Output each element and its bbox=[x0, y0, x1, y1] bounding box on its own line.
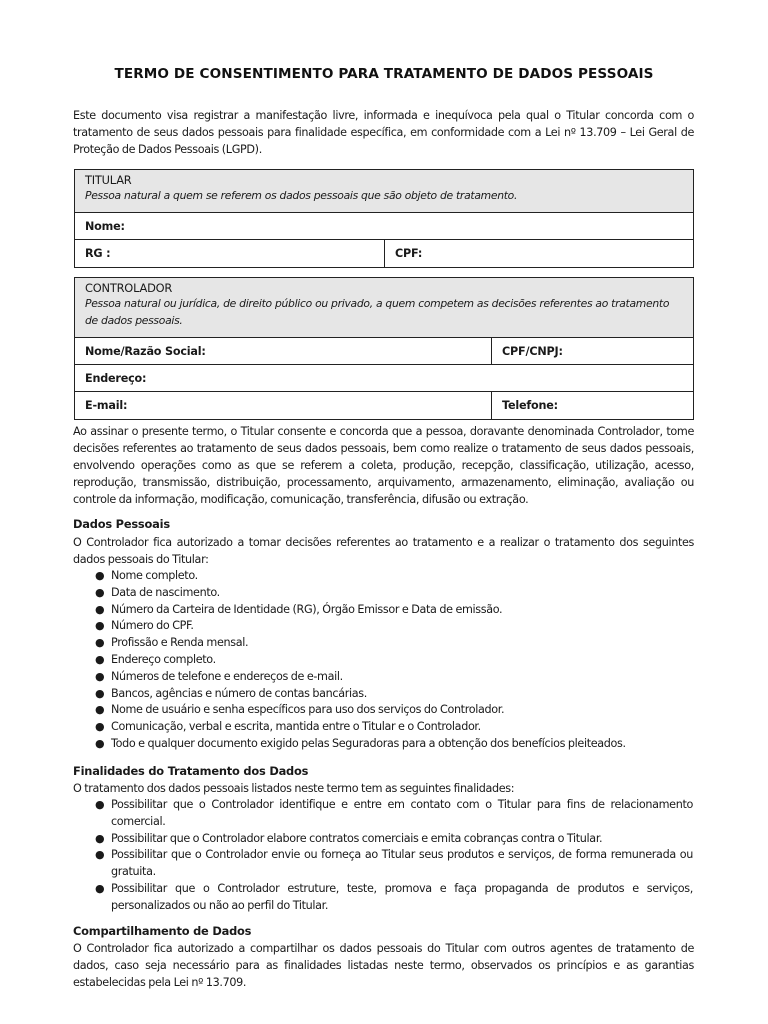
controlador-heading: CONTROLADOR bbox=[85, 281, 173, 295]
list-item: ● Profissão e Renda mensal. bbox=[93, 635, 693, 652]
titular-nome-field[interactable] bbox=[75, 213, 693, 239]
bullet-icon: ● bbox=[95, 848, 105, 862]
titular-heading: TITULAR bbox=[85, 173, 132, 187]
titular-header bbox=[75, 170, 693, 213]
bullet-icon: ● bbox=[95, 569, 105, 582]
document-title: TERMO DE CONSENTIMENTO PARA TRATAMENTO DE DADOS PESSOAIS bbox=[114, 66, 654, 82]
bullet-icon: ● bbox=[95, 831, 105, 845]
controlador-endereco-label: Endereço: bbox=[85, 371, 147, 385]
bullet-icon: ● bbox=[95, 636, 105, 650]
finalidades-heading: Finalidades do Tratamento dos Dados bbox=[73, 764, 309, 778]
titular-description: Pessoa natural a quem se referem os dados pessoais que são objeto de tratamento. bbox=[85, 189, 518, 202]
dados-pessoais-heading: Dados Pessoais bbox=[73, 517, 170, 531]
titular-rg-field[interactable] bbox=[75, 240, 384, 267]
list-item: ● Possibilitar que o Controlador estruture, teste, promova e faça propaganda de produtos e serviços, personalizados ou não ao perfil do Titular. bbox=[95, 881, 693, 912]
bullet-icon: ● bbox=[95, 602, 105, 616]
list-item: ● Possibilitar que o Controlador identifique e entre em contato com o Titular para fins de relacionamento comercial. bbox=[95, 798, 693, 828]
list-item: ● Número da Carteira de Identidade (RG), Órgão Emissor e Data de emissão. bbox=[93, 602, 693, 619]
list-item: ● Todo e qualquer documento exigido pelas Seguradoras para a obtenção dos benefícios pleiteados. bbox=[93, 736, 693, 753]
controlador-email-label: E-mail: bbox=[85, 399, 128, 412]
bullet-icon: ● bbox=[95, 686, 105, 700]
list-item: ● Possibilitar que o Controlador elabore contratos comerciais e emita cobranças contra o Titular. bbox=[93, 831, 693, 848]
controlador-endereco-row bbox=[75, 365, 693, 392]
list-item: ● Nome de usuário e senha específicos para uso dos serviços do Controlador. bbox=[93, 702, 693, 719]
controlador-cnpj-label: CPF/CNPJ: bbox=[502, 344, 563, 358]
bullet-icon: ● bbox=[95, 720, 105, 734]
titular-rg-cpf-row bbox=[75, 240, 693, 267]
titular-cpf-field[interactable] bbox=[384, 240, 693, 267]
bullet-icon: ● bbox=[95, 881, 105, 895]
compartilhamento-text: O Controlador fica autorizado a compartilhar os dados pessoais do Titular com outros agentes de tratamento de dados, caso seja necessário para as finalidades listadas neste termo, observados os princípios e as garantias estabelecidas pela Lei nº 13.709. bbox=[73, 942, 694, 989]
consent-paragraph: Ao assinar o presente termo, o Titular consente e concorda que a pessoa, doravante denominada Controlador, tome decisões referentes ao tratamento de seus dados pessoais, bem como realize o tratamento de seus dados pessoais, envolvendo operações como as que se referem a coleta, produção, recepção, classificação, utilização, acesso, reprodução, transmissão, distribuição, processamento, arquivamento, armazenamento, eliminação, avaliação ou controle da informação, modificação, comunicação, transferência, difusão ou extração. bbox=[73, 425, 694, 506]
titular-table bbox=[74, 169, 694, 268]
titular-nome-label: Nome: bbox=[85, 219, 125, 233]
list-item: ● Possibilitar que o Controlador envie ou forneça ao Titular seus produtos e serviços, de forma remunerada ou gratuita. bbox=[95, 848, 693, 879]
bullet-icon: ● bbox=[95, 619, 105, 633]
dados-pessoais-list bbox=[93, 568, 693, 753]
dados-pessoais-text: O Controlador fica autorizado a tomar decisões referentes ao tratamento e a realizar o tratamento dos seguintes dados pessoais do Titular: bbox=[73, 536, 694, 566]
finalidades-list bbox=[93, 797, 693, 915]
list-item: ● Bancos, agências e número de contas bancárias. bbox=[93, 686, 693, 703]
titular-nome-row bbox=[75, 213, 693, 240]
controlador-nome-field[interactable] bbox=[75, 338, 491, 364]
bullet-icon: ● bbox=[95, 736, 105, 750]
list-item: ● Números de telefone e endereços de e-mail. bbox=[93, 669, 693, 686]
controlador-telefone-field[interactable] bbox=[491, 392, 693, 419]
controlador-endereco-field[interactable] bbox=[75, 365, 693, 391]
controlador-header bbox=[75, 278, 693, 338]
controlador-telefone-label: Telefone: bbox=[502, 399, 558, 412]
controlador-description: Pessoa natural ou jurídica, de direito público ou privado, a quem competem as decisões referentes ao tratamento de dados pessoais. bbox=[85, 297, 670, 327]
controlador-nome-label: Nome/Razão Social: bbox=[85, 344, 206, 358]
controlador-table bbox=[74, 277, 694, 420]
bullet-icon: ● bbox=[95, 585, 105, 599]
compartilhamento-heading: Compartilhamento de Dados bbox=[73, 924, 252, 938]
intro-paragraph: Este documento visa registrar a manifestação livre, informada e inequívoca pela qual o Titular concorda com o tratamento de seus dados pessoais para finalidade específica, em conformidade com a Lei nº 13.709 – Lei Geral de Proteção de Dados Pessoais (LGPD). bbox=[73, 109, 694, 156]
list-item: ● Nome completo. bbox=[93, 568, 693, 585]
list-item: ● Data de nascimento. bbox=[93, 585, 693, 602]
controlador-email-row bbox=[75, 392, 693, 419]
list-item: ● Comunicação, verbal e escrita, mantida entre o Titular e o Controlador. bbox=[93, 719, 693, 736]
controlador-nome-row bbox=[75, 338, 693, 365]
bullet-icon: ● bbox=[95, 703, 105, 717]
bullet-icon: ● bbox=[95, 652, 105, 666]
list-item: ● Endereço completo. bbox=[93, 652, 693, 669]
bullet-icon: ● bbox=[95, 669, 105, 683]
list-item: ● Número do CPF. bbox=[93, 618, 693, 635]
titular-cpf-label: CPF: bbox=[395, 247, 423, 260]
controlador-email-field[interactable] bbox=[75, 392, 491, 419]
finalidades-text: O tratamento dos dados pessoais listados neste termo tem as seguintes finalidades: bbox=[73, 782, 515, 795]
titular-rg-label: RG : bbox=[85, 247, 111, 260]
controlador-cnpj-field[interactable] bbox=[491, 338, 693, 364]
bullet-icon: ● bbox=[95, 798, 105, 811]
